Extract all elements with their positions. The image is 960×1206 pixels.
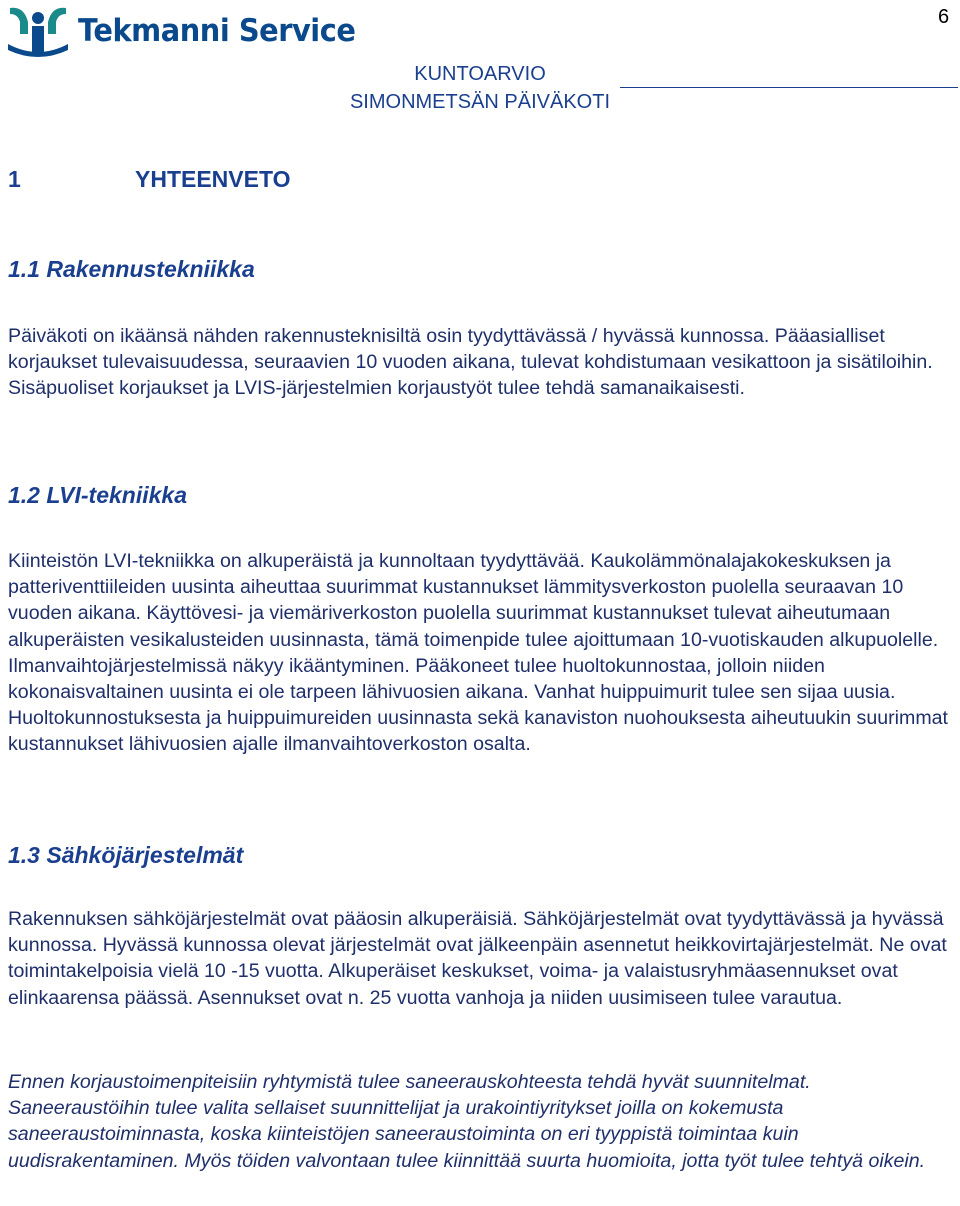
main-heading (8, 166, 291, 193)
paragraph-rakennustekniikka: Päiväkoti on ikäänsä nähden rakennusteknisiltä osin tyydyttävässä / hyvässä kunnossa. Pääasialliset korjaukset tulevaisuudessa, seuraavien 10 vuoden aikana, tulevat kohdistumaan vesikattoon ja sisätiloihin. Sisäpuoliset korjaukset ja LVIS-järjestelmien korjaustyöt tulee tehdä samanaikaisesti. (8, 325, 933, 400)
header-divider (620, 87, 958, 88)
page-number: 6 (938, 6, 950, 28)
main-heading-number: 1 (8, 166, 21, 192)
logo-mark-icon (6, 4, 70, 58)
logo-text: Tekmanni Service (78, 12, 356, 49)
paragraph-recommendation: Ennen korjaustoimenpiteisiin ryhtymistä tulee saneerauskohteesta tehdä hyvät suunnitelmat. Saneeraustöihin tulee valita sellaiset suunnittelijat ja urakointiyritykset joilla on kokemusta saneeraustoiminnasta, koska kiinteistöjen saneeraustoiminta on eri tyyppistä toimintaa kuin uudisrakentaminen. Myös töiden valvontaan tulee kiinnittää suurta huomioita, jotta työt tulee tehtyä oikein. (8, 1071, 926, 1172)
paragraph-sahkojarjestelmat: Rakennuksen sähköjärjestelmät ovat pääosin alkuperäisiä. Sähköjärjestelmät ovat tyydyttävässä ja hyvässä kunnossa. Hyvässä kunnossa olevat järjestelmät ovat jälkeenpäin asennetut heikkovirtajärjestelmät. Ne ovat toimintakelpoisia vielä 10 -15 vuotta. Alkuperäiset keskukset, voima- ja valaistusryhmäasennukset ovat elinkaarensa päässä. Asennukset ovat n. 25 vuotta vanhoja ja niiden uusimiseen tulee varautua. (8, 908, 947, 1009)
document-title: KUNTOARVIO (414, 63, 546, 85)
main-heading-title: YHTEENVETO (135, 166, 291, 192)
section-heading-rakennustekniikka: 1.1 Rakennustekniikka (8, 256, 255, 282)
paragraph-lvi-tekniikka: Kiinteistön LVI-tekniikka on alkuperäistä ja kunnoltaan tyydyttävää. Kaukolämmönalajakokeskuksen ja patteriventtiileiden uusinta aiheuttaa suurimmat kustannukset lämmitysverkoston puolella seuraavan 10 vuoden aikana. Käyttövesi- ja viemäriverkoston puolella suurimmat kustannukset tulevat aiheutumaan alkuperäisten vesikalusteiden uusinnasta, tämä toimenpide tulee ajoittumaan 10-vuotiskauden alkupuolelle. Ilmanvaihtojärjestelmissä näkyy ikääntyminen. Pääkoneet tulee huoltokunnostaa, jolloin niiden kokonaisvaltainen uusinta ei ole tarpeen lähivuosien aikana. Vanhat huippuimurit tulee sen sijaa uusia. Huoltokunnostuksesta ja huippuimureiden uusinnasta sekä kanaviston nuohouksesta aiheutuukin suurimmat kustannukset lähivuosien ajalle ilmanvaihtoverkoston osalta. (8, 550, 948, 756)
section-heading-sahkojarjestelmat: 1.3 Sähköjärjestelmät (8, 842, 244, 868)
section-heading-lvi-tekniikka: 1.2 LVI-tekniikka (8, 482, 187, 508)
company-logo (6, 4, 376, 58)
document-subtitle: SIMONMETSÄN PÄIVÄKOTI (349, 91, 611, 113)
